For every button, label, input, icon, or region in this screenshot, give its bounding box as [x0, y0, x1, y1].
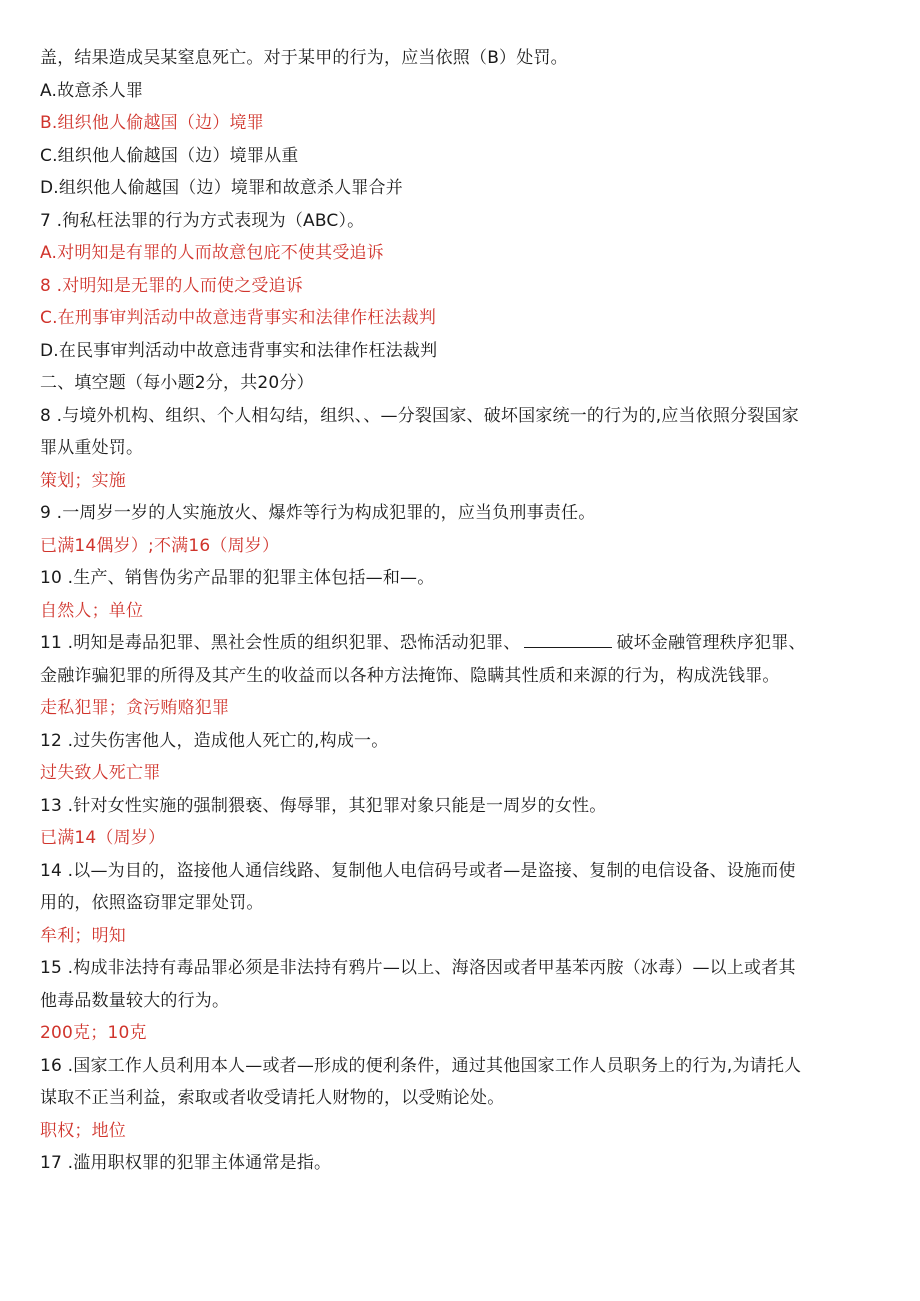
option-line: C.组织他人偷越国（边）境罪从重: [40, 145, 299, 166]
answer-line: C.在刑事审判活动中故意违背事实和法律作枉法裁判: [40, 308, 437, 328]
question-line: 12 .过失伤害他人，造成他人死亡的,构成一。: [40, 730, 389, 751]
answer-line: 200克；10克: [40, 1023, 147, 1043]
answer-line: 策划；实施: [40, 470, 126, 491]
option-line: A.故意杀人罪: [40, 80, 144, 101]
question-line: 10 .生产、销售伪劣产品罪的犯罪主体包括—和—。: [40, 568, 435, 588]
section-heading: 二、填空题（每小题2分，共20分）: [40, 373, 314, 393]
answer-line: 8 .对明知是无罪的人而使之受追诉: [40, 275, 304, 296]
question-line-continued: 他毒品数量较大的行为。: [40, 990, 230, 1011]
answer-line: 过失致人死亡罪: [40, 763, 161, 783]
answer-line: 已满14偶岁）;不满16（周岁）: [40, 535, 280, 556]
answer-line: 走私犯罪；贪污贿赂犯罪: [40, 698, 230, 718]
fill-blank: [524, 633, 612, 648]
question-line-continued: 罪从重处罚。: [40, 438, 144, 458]
answer-line: A.对明知是有罪的人而故意包庇不使其受追诉: [40, 243, 384, 263]
question-line: 17 .滥用职权罪的犯罪主体通常是指。: [40, 1153, 332, 1173]
answer-line: 牟利；明知: [40, 925, 126, 946]
question-line-continued: 谋取不正当利益，索取或者收受请托人财物的，以受贿论处。: [40, 1088, 505, 1108]
question-line: 14 .以—为目的，盗接他人通信线路、复制他人电信码号或者—是盗接、复制的电信设备、设施而使: [40, 860, 796, 881]
question-line: [40, 627, 885, 660]
answer-line: 自然人；单位: [40, 600, 144, 621]
document-page: [40, 42, 885, 1180]
answer-line: 已满14（周岁）: [40, 828, 166, 848]
question-line: 13 .针对女性实施的强制猥亵、侮辱罪，其犯罪对象只能是一周岁的女性。: [40, 795, 607, 816]
question-line: 15 .构成非法持有毒品罪必须是非法持有鸦片—以上、海洛因或者甲基苯丙胺（冰毒）—以上或者其: [40, 958, 796, 978]
question-line-continued: 金融诈骗犯罪的所得及其产生的收益而以各种方法掩饰、隐瞒其性质和来源的行为，构成洗钱罪。: [40, 665, 780, 686]
question-line: 7 .徇私枉法罪的行为方式表现为（ABC）。: [40, 210, 365, 231]
answer-line: 职权；地位: [40, 1120, 126, 1141]
option-line: D.在民事审判活动中故意违背事实和法律作枉法裁判: [40, 340, 438, 361]
question-line-continued: 用的，依照盗窃罪定罪处罚。: [40, 893, 264, 913]
answer-line: B.组织他人偷越国（边）境罪: [40, 113, 264, 133]
text-line: 盖，结果造成吴某窒息死亡。对于某甲的行为，应当依照（B）处罚。: [40, 48, 568, 68]
option-line: D.组织他人偷越国（边）境罪和故意杀人罪合并: [40, 178, 403, 198]
question-line: 8 .与境外机构、组织、个人相勾结，组织、、—分裂国家、破坏国家统一的行为的,应当依照分裂国家: [40, 405, 799, 426]
question-text-after: 破坏金融管理秩序犯罪、: [616, 633, 806, 653]
question-text: 11 .明知是毒品犯罪、黑社会性质的组织犯罪、恐怖活动犯罪、: [40, 633, 521, 653]
question-line: 9 .一周岁一岁的人实施放火、爆炸等行为构成犯罪的，应当负刑事责任。: [40, 503, 596, 523]
question-line: 16 .国家工作人员利用本人—或者—形成的便利条件，通过其他国家工作人员职务上的行为,为请托人: [40, 1055, 802, 1076]
